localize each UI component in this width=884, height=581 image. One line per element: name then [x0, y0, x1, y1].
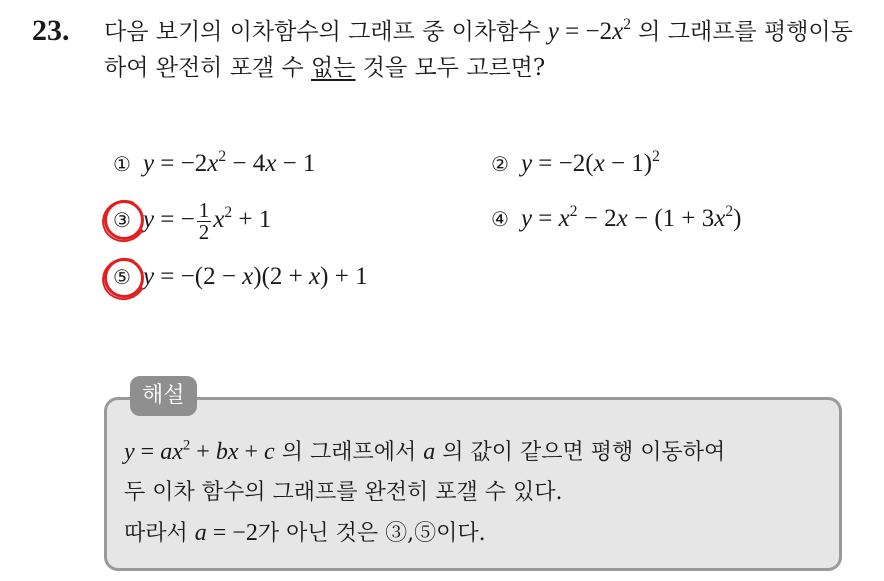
- stem-formula: $y = -2x^2$: [547, 15, 631, 45]
- question-number: 23.: [32, 14, 70, 47]
- solution-line-2: 두 이차 함수의 그래프를 완전히 포갤 수 있다.: [124, 480, 563, 505]
- choice-3-number: ③: [113, 208, 131, 233]
- red-circle-mark-3: [104, 200, 144, 240]
- solution-text: [124, 432, 836, 554]
- choice-2-formula: $y = -2(x - 1)^2$: [520, 147, 660, 177]
- choice-4[interactable]: [491, 202, 742, 233]
- solution-condition: a = −2: [194, 520, 258, 546]
- choice-1-formula: $y = -2x^2 - 4x - 1$: [142, 147, 316, 177]
- choice-1[interactable]: [113, 147, 316, 178]
- solution-formula: $y = ax^2$ + bx + c: [124, 437, 275, 465]
- solution-var-a: a: [423, 439, 436, 465]
- choice-4-number: ④: [491, 207, 509, 231]
- solution-label: 해설: [130, 376, 197, 416]
- choice-5[interactable]: [113, 263, 368, 291]
- choice-3-formula: y = − $\frac{1}{2}$ $x^2 + 1$: [142, 198, 272, 244]
- choice-2[interactable]: [491, 147, 660, 178]
- fraction-one-half: $\frac{1}{2}$: [198, 198, 210, 244]
- stem-text-1: 다음 보기의 이차함수의 그래프 중 이차함수: [104, 19, 541, 45]
- stem-text-2: 의 그래프를 평행이동하여 완전히 포갤 수: [104, 19, 853, 81]
- question-stem: [104, 14, 874, 86]
- choice-5-formula: y = −(2 − x)(2 + x) + 1: [142, 263, 368, 290]
- solution-line-1: $y = ax^2$ + bx + c 의 그래프에서 a 의 값이 같으면 평행 이동하여: [124, 437, 726, 465]
- stem-underlined-word: 없는: [311, 55, 356, 81]
- choice-2-number: ②: [491, 152, 509, 176]
- red-circle-mark-5: [104, 258, 144, 298]
- stem-text-3: 것을 모두 고르면?: [362, 55, 546, 81]
- choice-5-number: ⑤: [113, 265, 131, 289]
- solution-line-3: 따라서 a = −2가 아닌 것은 ③,⑤이다.: [124, 520, 486, 546]
- choice-4-formula: $y = x^2 - 2x - (1 + 3x^2)$: [520, 202, 742, 232]
- choice-1-number: ①: [113, 152, 131, 176]
